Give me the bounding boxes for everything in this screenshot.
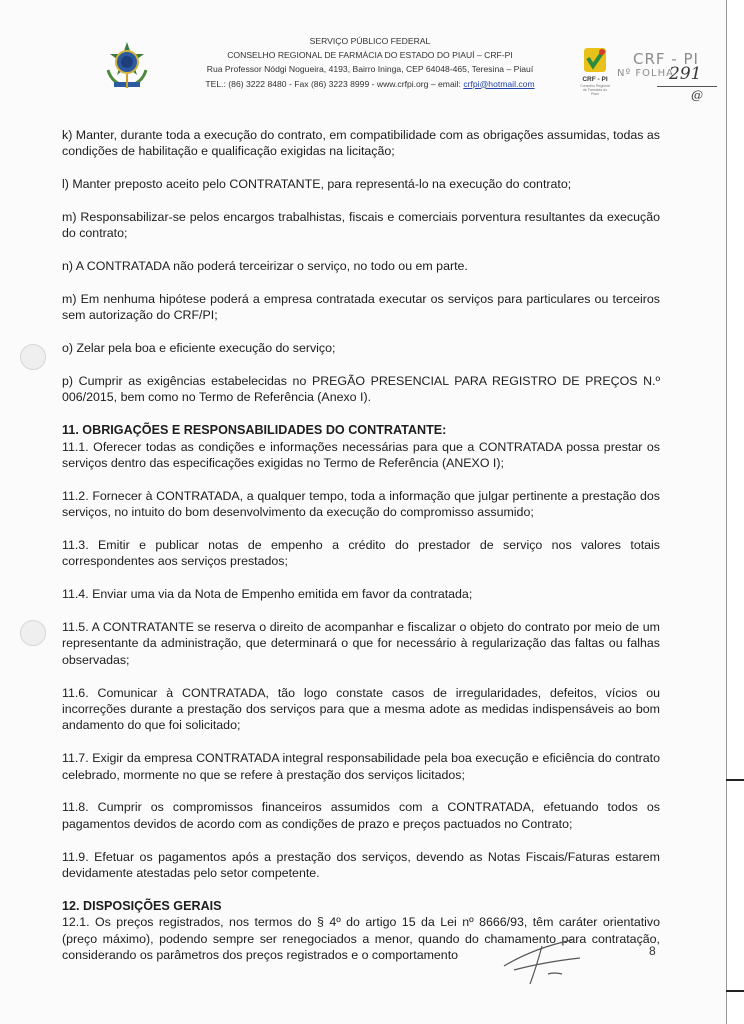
- clause-k: k) Manter, durante toda a execução do contrato, em compatibilidade com as obrigações assumidas, todas as condições de habilitação e qualificação exigidas na licitação;: [62, 128, 660, 159]
- paragraph-11-7: 11.7. Exigir da empresa CONTRATADA integral responsabilidade pela boa execução e eficiência do contrato celebrado, mormente no que se refere à prestação dos serviços licitados;: [62, 751, 660, 782]
- folio-stamp: [617, 50, 717, 120]
- stamp-folio-label: Nº FOLHA: [617, 68, 674, 79]
- paragraph-11-8: 11.8. Cumprir os compromissos financeiros assumidos com a CONTRATADA, efetuando todos os pagamentos devidos de acordo com as condições de prazo e preços pactuados no Contrato;: [62, 800, 660, 831]
- header-phone-web: TEL.: (86) 3222 8480 - Fax (86) 3223 8999 - www.crfpi.org – email:: [205, 78, 464, 89]
- stamp-underline: [657, 86, 717, 87]
- clause-o: o) Zelar pela boa e eficiente execução do serviço;: [62, 341, 336, 356]
- page-number: 8: [649, 944, 656, 958]
- punch-hole-top: [20, 344, 46, 370]
- scan-edge-mark-lower: [726, 990, 744, 992]
- header-email-link[interactable]: crfpi@hotmail.com: [463, 78, 535, 89]
- header-council-name: CONSELHO REGIONAL DE FARMÁCIA DO ESTADO DO PIAUÍ – CRF-PI: [227, 50, 513, 61]
- crf-pi-logo-label: CRF - PI: [582, 76, 608, 83]
- header-service-title: SERVIÇO PÚBLICO FEDERAL: [309, 36, 431, 46]
- section-11-heading: 11. OBRIGAÇÕES E RESPONSABILIDADES DO CONTRATANTE:: [62, 423, 447, 438]
- section-12-heading: 12. DISPOSIÇÕES GERAIS: [62, 898, 222, 913]
- crf-pi-logo-subtext: Conselho Regional de Farmácia do Piauí: [580, 84, 610, 96]
- paragraph-11-3: 11.3. Emitir e publicar notas de empenho a crédito do prestador de serviço nos valores totais correspondentes aos serviços prestados;: [62, 538, 660, 569]
- paragraph-11-5: 11.5. A CONTRATANTE se reserva o direito de acompanhar e fiscalizar o objeto do contrato por meio de um representante da administração, que determinará o que for necessário à regularização das faltas ou falhas observadas;: [62, 620, 660, 667]
- clause-m-second: m) Em nenhuma hipótese poderá a empresa contratada executar os serviços para particulares ou terceiros sem autorização do CRF/PI;: [62, 292, 660, 323]
- stamp-folio-number: 291: [669, 64, 702, 84]
- paragraph-12-1: 12.1. Os preços registrados, nos termos do § 4º do artigo 15 da Lei nº 8666/93, têm caráter orientativo (preço máximo), podendo sempre ser renegociados a menor, quando do chamamento para contratação, considerando os parâmetros dos preços registrados e o comportamento: [62, 915, 660, 963]
- paragraph-11-6: 11.6. Comunicar à CONTRATADA, tão logo constate casos de irregularidades, defeitos, vícios ou incorreções durante a prestação dos serviços para que a mesma adote as medidas indispensáveis ao bom andamento do que foi solicitado;: [62, 685, 660, 733]
- header-contacts: [160, 77, 580, 91]
- stamp-initial: @: [691, 88, 703, 102]
- header-address: Rua Professor Nódgi Nogueira, 4193, Bairro Ininga, CEP 64048-465, Teresina – Piauí: [206, 64, 534, 75]
- paragraph-11-1: 11.1. Oferecer todas as condições e informações necessárias para que a CONTRATADA possa prestar os serviços dentro das especificações exigidas no Termo de Referência (ANEXO I);: [62, 439, 660, 471]
- letterhead: [0, 34, 726, 124]
- clause-m: m) Responsabilizar-se pelos encargos trabalhistas, fiscais e comerciais porventura resultantes da execução do contrato;: [62, 210, 660, 241]
- scan-edge-mark-upper: [726, 779, 744, 781]
- document-body: [62, 127, 660, 980]
- crf-pi-logo-icon: [578, 44, 612, 76]
- clause-n: n) A CONTRATADA não poderá terceirizar o serviço, no todo ou em parte.: [62, 259, 468, 274]
- punch-hole-bottom: [20, 620, 46, 646]
- paragraph-11-2: 11.2. Fornecer à CONTRATADA, a qualquer tempo, toda a informação que julgar pertinente a prestação dos serviços, no intuito do bom desenvolvimento da execução do compromisso assumido;: [62, 488, 660, 520]
- paragraph-11-9: 11.9. Efetuar os pagamentos após a prestação dos serviços, devendo as Notas Fiscais/Faturas estarem devidamente atestadas pelo setor competente.: [62, 849, 660, 881]
- scan-margin: [727, 0, 744, 1024]
- paragraph-11-4: 11.4. Enviar uma via da Nota de Empenho emitida em favor da contratada;: [62, 587, 473, 602]
- letterhead-text: [160, 34, 580, 91]
- handwritten-signature: [484, 928, 594, 988]
- crf-pi-logo: [578, 44, 612, 96]
- clause-p: p) Cumprir as exigências estabelecidas no PREGÃO PRESENCIAL PARA REGISTRO DE PREÇOS N.º 006/2015, bem como no Termo de Referência (Anexo I).: [62, 374, 660, 405]
- brazil-coat-of-arms-icon: [102, 40, 152, 90]
- clause-l: l) Manter preposto aceito pelo CONTRATANTE, para representá-lo na execução do contrato;: [62, 177, 572, 192]
- stamp-title: CRF - PI: [633, 50, 699, 68]
